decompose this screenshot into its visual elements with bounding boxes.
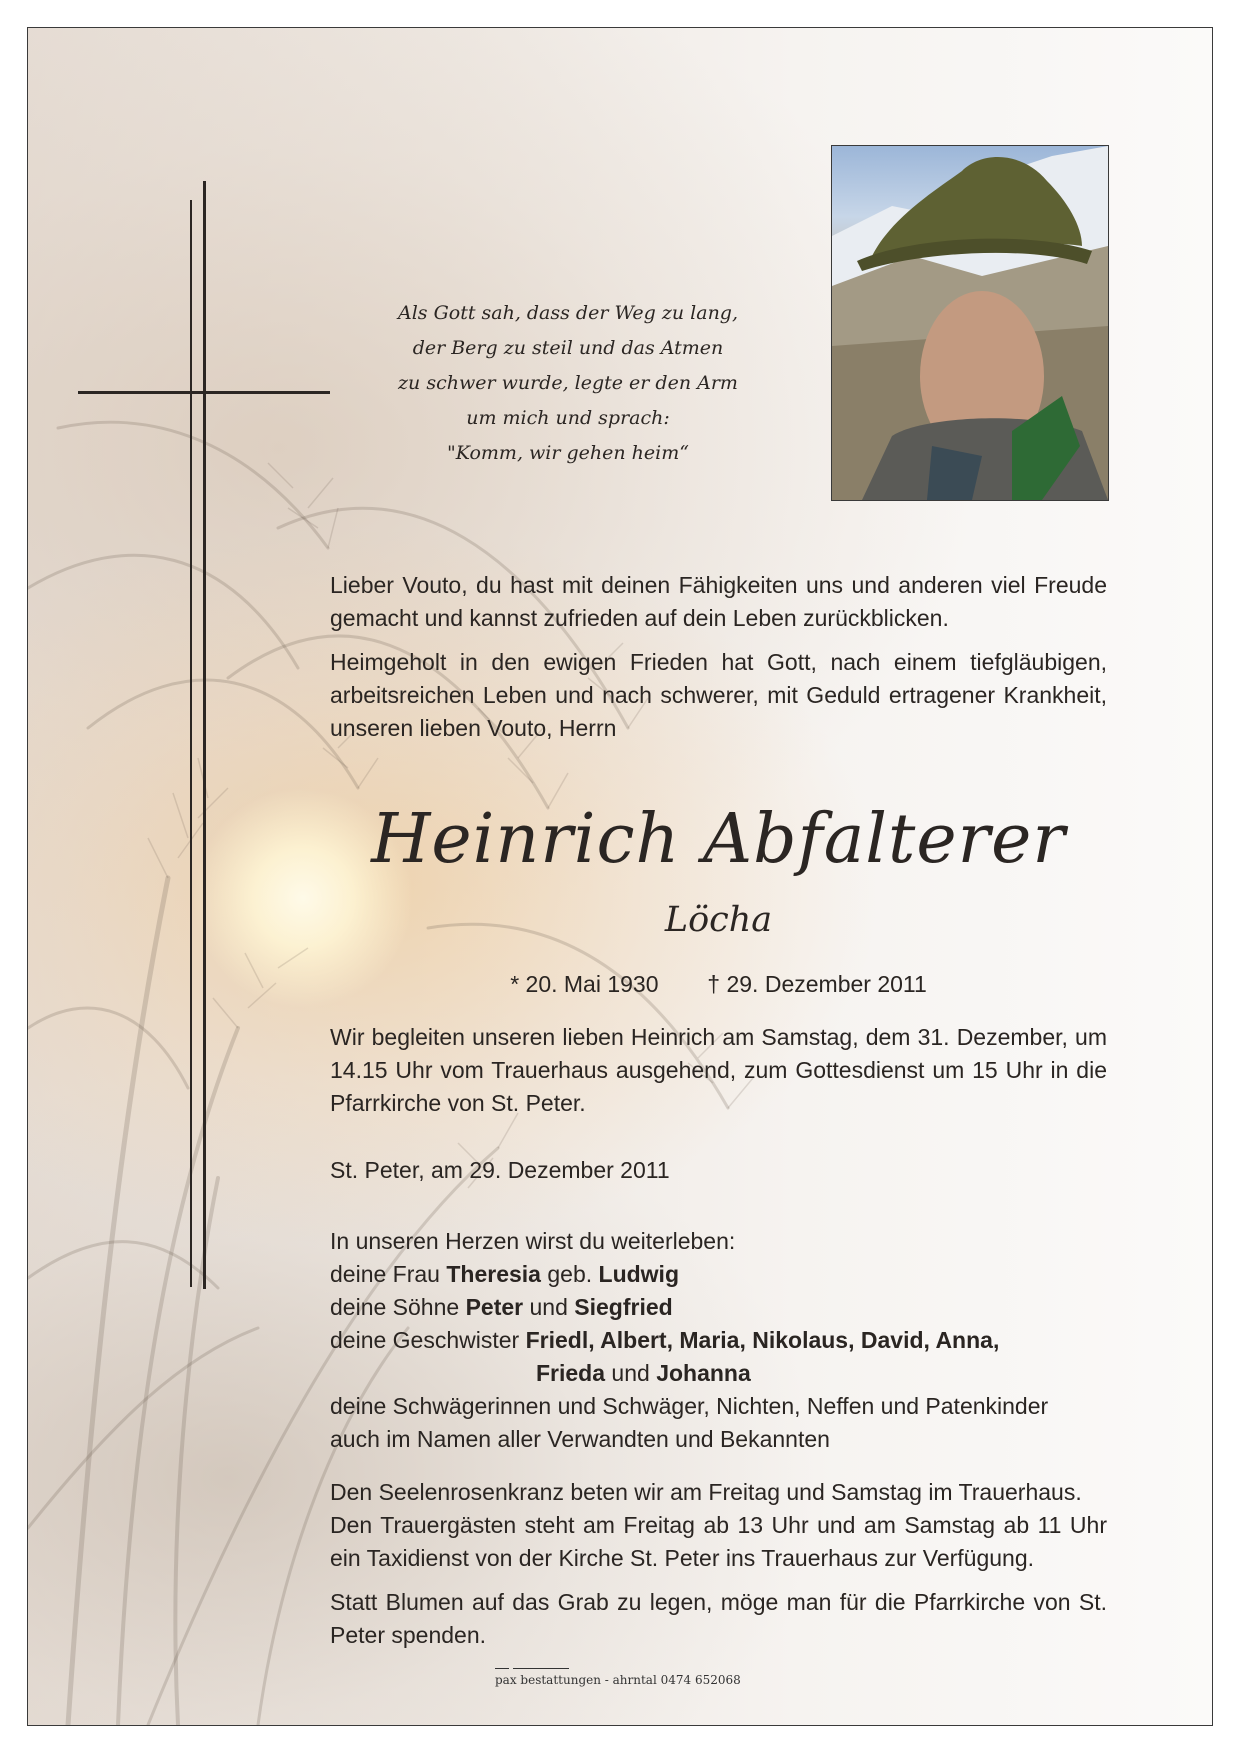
rosary-note: Den Seelenrosenkranz beten wir am Freitag und Samstag im Trauerhaus.	[330, 1479, 1082, 1505]
footer-rule-short	[495, 1668, 509, 1669]
family-siblings: deine Geschwister Friedl, Albert, Maria, Nikolaus, David, Anna,	[330, 1327, 1000, 1353]
cross-horizontal-bar	[78, 391, 330, 394]
poem-line: "Komm, wir gehen heim“	[447, 442, 689, 464]
deceased-name: Heinrich Abfalterer	[371, 800, 1066, 879]
poem-line: zu schwer wurde, legte er den Arm	[398, 372, 738, 394]
family-siblings-continued: Frieda und Johanna	[536, 1360, 751, 1386]
birth-date: * 20. Mai 1930	[510, 971, 659, 997]
place-and-date: St. Peter, am 29. Dezember 2011	[330, 1157, 670, 1183]
memorial-poem	[378, 296, 758, 471]
intro-paragraph-1: Lieber Vouto, du hast mit deinen Fähigkeiten uns und anderen viel Freude gemacht und kannst zufrieden auf dein Leben zurückblicken.	[330, 572, 1107, 631]
flowers-note: Statt Blumen auf das Grab zu legen, möge man für die Pfarrkirche von St. Peter spenden.	[330, 1589, 1107, 1648]
family-closing: auch im Namen aller Verwandten und Bekannten	[330, 1426, 830, 1452]
family-wife: deine Frau Theresia geb. Ludwig	[330, 1261, 679, 1287]
life-dates	[330, 968, 1107, 1001]
obituary-card	[27, 27, 1213, 1726]
portrait-illustration	[832, 146, 1108, 500]
taxi-note: Den Trauergästen steht am Freitag ab 13 Uhr und am Samstag ab 11 Uhr ein Taxidienst von der Kirche St. Peter ins Trauerhaus zur Verfügung.	[330, 1512, 1107, 1571]
deceased-nickname: Löcha	[664, 900, 773, 940]
poem-line: Als Gott sah, dass der Weg zu lang,	[397, 302, 739, 324]
cross-vertical-bar	[203, 181, 206, 1289]
funeral-announcement: Wir begleiten unseren lieben Heinrich am Samstag, dem 31. Dezember, um 14.15 Uhr vom Trauerhaus ausgehend, zum Gottesdienst um 15 Uhr in die Pfarrkirche von St. Peter.	[330, 1024, 1107, 1116]
poem-line: der Berg zu steil und das Atmen	[412, 337, 724, 359]
cross-vertical-thin-bar	[190, 200, 192, 1287]
family-list	[330, 1225, 1107, 1456]
family-sons: deine Söhne Peter und Siegfried	[330, 1294, 673, 1320]
poem-line: um mich und sprach:	[466, 407, 670, 429]
intro-paragraph-2: Heimgeholt in den ewigen Frieden hat Gott, nach einem tiefgläubigen, arbeitsreichen Leben und nach schwerer, mit Geduld ertragener Krankheit, unseren lieben Vouto, Herrn	[330, 649, 1107, 741]
footer-rule-long	[513, 1668, 569, 1669]
family-relatives: deine Schwägerinnen und Schwäger, Nichten, Neffen und Patenkinder	[330, 1393, 1049, 1419]
family-intro: In unseren Herzen wirst du weiterleben:	[330, 1228, 736, 1254]
portrait-photo	[831, 145, 1109, 501]
funeral-home-footer: pax bestattungen - ahrntal 0474 652068	[495, 1673, 741, 1687]
death-date: † 29. Dezember 2011	[707, 971, 927, 997]
